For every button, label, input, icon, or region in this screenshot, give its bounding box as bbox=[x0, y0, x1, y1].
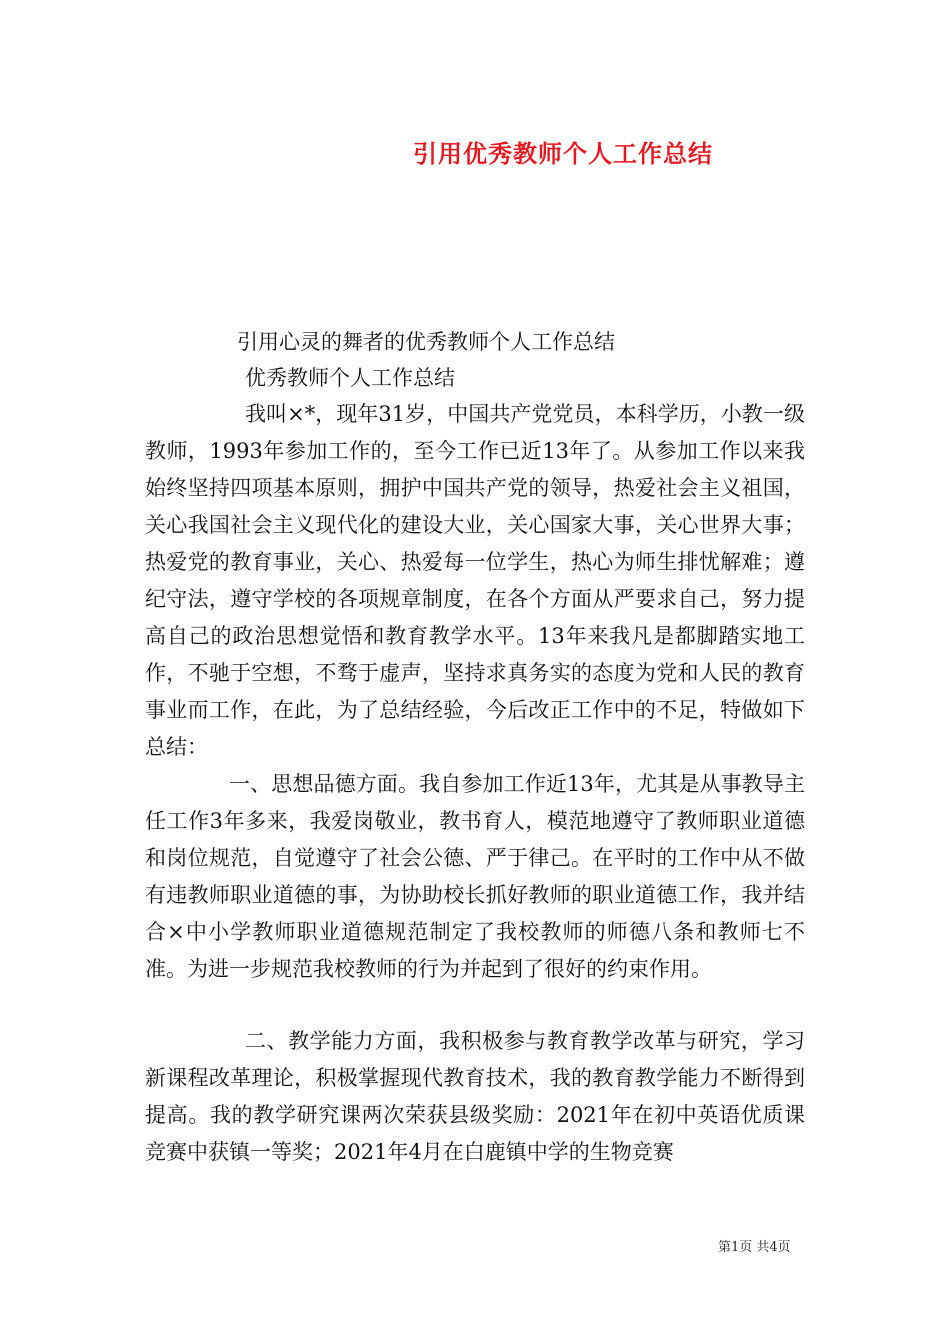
paragraph-moral: 一、思想品德方面。我自参加工作近13年，尤其是从事教导主任工作3年多来，我爱岗敬业，教书育人，模范地遵守了教师职业道德和岗位规范，自觉遵守了社会公德、严于律己。在平时的工作中从不做有违教师职业道德的事，为协助校长抓好教师的职业道德工作，我并结合×中小学教师职业道德规范制定了我校教师的师德八条和教师七不准。为进一步规范我校教师的行为并起到了很好的约束作用。 bbox=[145, 772, 805, 981]
document-subtitle-source: 引用心灵的舞者的优秀教师个人工作总结 bbox=[237, 330, 615, 354]
document-subtitle: 优秀教师个人工作总结 bbox=[245, 366, 455, 390]
page-footer: 第1页 共4页 bbox=[718, 1240, 791, 1255]
document-title: 引用优秀教师个人工作总结 bbox=[413, 139, 713, 168]
paragraph-intro: 我叫×*，现年31岁，中国共产党党员，本科学历，小教一级教师，1993年参加工作的，至今工作已近13年了。从参加工作以来我始终坚持四项基本原则，拥护中国共产党的领导，热爱社会主义祖国，关心我国社会主义现代化的建设大业，关心国家大事，关心世界大事；热爱党的教育事业，关心、热爱每一位学生，热心为师生排忧解难；遵纪守法，遵守学校的各项规章制度，在各个方面从严要求自己，努力提高自己的政治思想觉悟和教育教学水平。13年来我凡是都脚踏实地工作，不驰于空想，不骛于虚声，坚持求真务实的态度为党和人民的教育事业而工作，在此，为了总结经验，今后改正工作中的不足，特做如下总结： bbox=[145, 402, 805, 759]
paragraph-teaching: 二、教学能力方面，我积极参与教育教学改革与研究，学习新课程改革理论，积极掌握现代教育技术，我的教育教学能力不断得到提高。我的教学研究课两次荣获县级奖励：2021年在初中英语优质课竞赛中获镇一等奖；2021年4月在白鹿镇中学的生物竞赛 bbox=[145, 1029, 805, 1164]
